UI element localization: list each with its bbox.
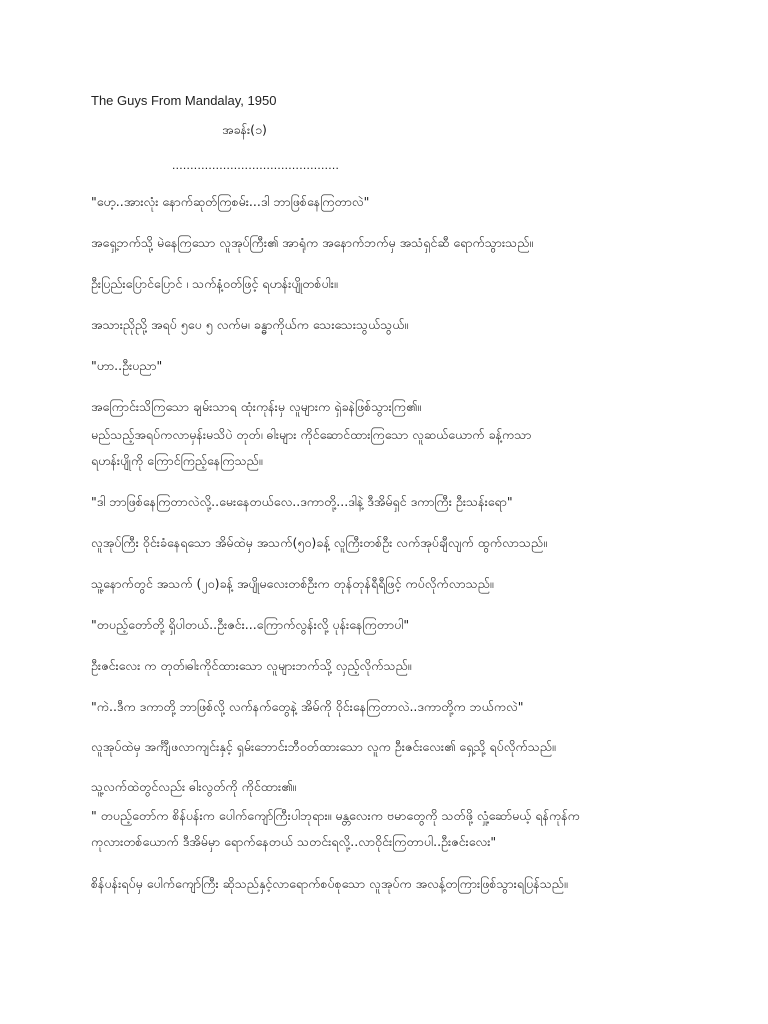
paragraph: သူ့နောက်တွင် အသက် (၂၀)ခန့် အပျိုမလေးတစ်ဦးက တုန်တုန်ရီရီဖြင့် ကပ်လိုက်လာသည်။ [91,576,494,591]
dotted-separator: .............................................. [172,158,340,172]
chapter-heading: အခန်း(၁) [222,122,267,137]
paragraph-line: " တပည့်တော်က စိန်ပန်းက ပေါက်ကျော်ကြီးပါဘုရား။ မန္တလေးက ဗမာတွေကို သတ်ဖို့ လှုံ့ဆော်မယ့် ရန်ကုန်က [91,808,580,823]
paragraph: အသားညိုညို့ အရပ် ၅ပေ ၅ လက်မ၊ ခန္ဓာကိုယ်က သေးသေးသွယ်သွယ်။ [91,317,409,332]
paragraph: လူအုပ်ထဲမှ အင်္ကျီဖလာကျင်းနှင့် ရှမ်းဘောင်းဘီဝတ်ထားသော လူက ဦးဇင်းလေး၏ ရှေ့သို့ ရပ်လိုက်သည်။ [91,739,556,754]
paragraph: "ဟာ..ဦးပညာ" [91,358,163,373]
paragraph: သူ့လက်ထဲတွင်လည်း ဓါးလွတ်ကို ကိုင်ထား၏။ [91,779,297,794]
paragraph: "ကဲ..ဒီက ဒကာတို့ ဘာဖြစ်လို့ လက်နက်တွေနဲ့ အိမ်ကို ဝိုင်းနေကြတာလဲ..ဒကာတို့က ဘယ်ကလဲ" [91,699,524,714]
paragraph: "ဟေ့..အားလုံး နောက်ဆုတ်ကြစမ်း...ဒါ ဘာဖြစ်နေကြတာလဲ" [91,194,370,209]
paragraph: "ဒါ ဘာဖြစ်နေကြတာလဲလို့..မေးနေတယ်လေ..ဒကာတို့...ဒါနဲ့ ဒီအိမ်ရှင် ဒကာကြီး ဦးသန်းရော" [91,494,513,509]
document-title: The Guys From Mandalay, 1950 [91,93,277,108]
paragraph [91,422,691,474]
paragraph-line: ရဟန်းပျိုကို ကြောင်ကြည့်နေကြသည်။ [91,453,263,468]
paragraph-line: ကုလားတစ်ယောက် ဒီအိမ်မှာ ရောက်နေတယ် သတင်းရလို့..လာဝိုင်းကြတာပါ..ဦးဇင်းလေး" [91,834,497,849]
paragraph-line: မည်သည့်အရပ်ကလာမှန်းမသိပဲ တုတ်၊ ဓါးများ ကိုင်ဆောင်ထားကြသော လူဆယ်ယောက် ခန့်ကသာ [91,427,532,442]
paragraph: ဦးဇင်းလေး က တုတ်၊ဓါးကိုင်ထားသော လူများဘက်သို့ လှည့်လိုက်သည်။ [91,658,412,673]
paragraph: အကြောင်းသိကြသော ချမ်းသာရ ထုံးကုန်းမှ လူများက ရှဲခနဲဖြစ်သွားကြ၏။ [91,399,421,414]
paragraph: အရှေ့ဘက်သို့ မဲနေကြသော လူအုပ်ကြီး၏ အာရုံက အနောက်ဘက်မှ အသံရှင်ဆီ ရောက်သွားသည်။ [91,235,534,250]
paragraph: ဦးပြည်းပြောင်ပြောင် ၊ သက်နံ့ဝတ်ဖြင့် ရဟန်းပျိုတစ်ပါး။ [91,276,338,291]
paragraph: လူအုပ်ကြီး ဝိုင်းခံနေရသော အိမ်ထဲမှ အသက်(၅၀)ခန့် လူကြီးတစ်ဦး လက်အုပ်ချီလျက် ထွက်လာသည်။ [91,535,547,550]
paragraph: စိန်ပန်းရပ်မှ ပေါက်ကျော်ကြီး ဆိုသည်နှင့်လာရောက်စပ်စုသော လူအုပ်က အလန့်တကြားဖြစ်သွားရပြန်သည်။ [91,876,568,891]
paragraph [91,803,691,855]
paragraph: "တပည့်တော်တို့ ရှိပါတယ်..ဦးဇင်း...ကြောက်လွန်းလို့ ပုန်းနေကြတာပါ" [91,617,410,632]
